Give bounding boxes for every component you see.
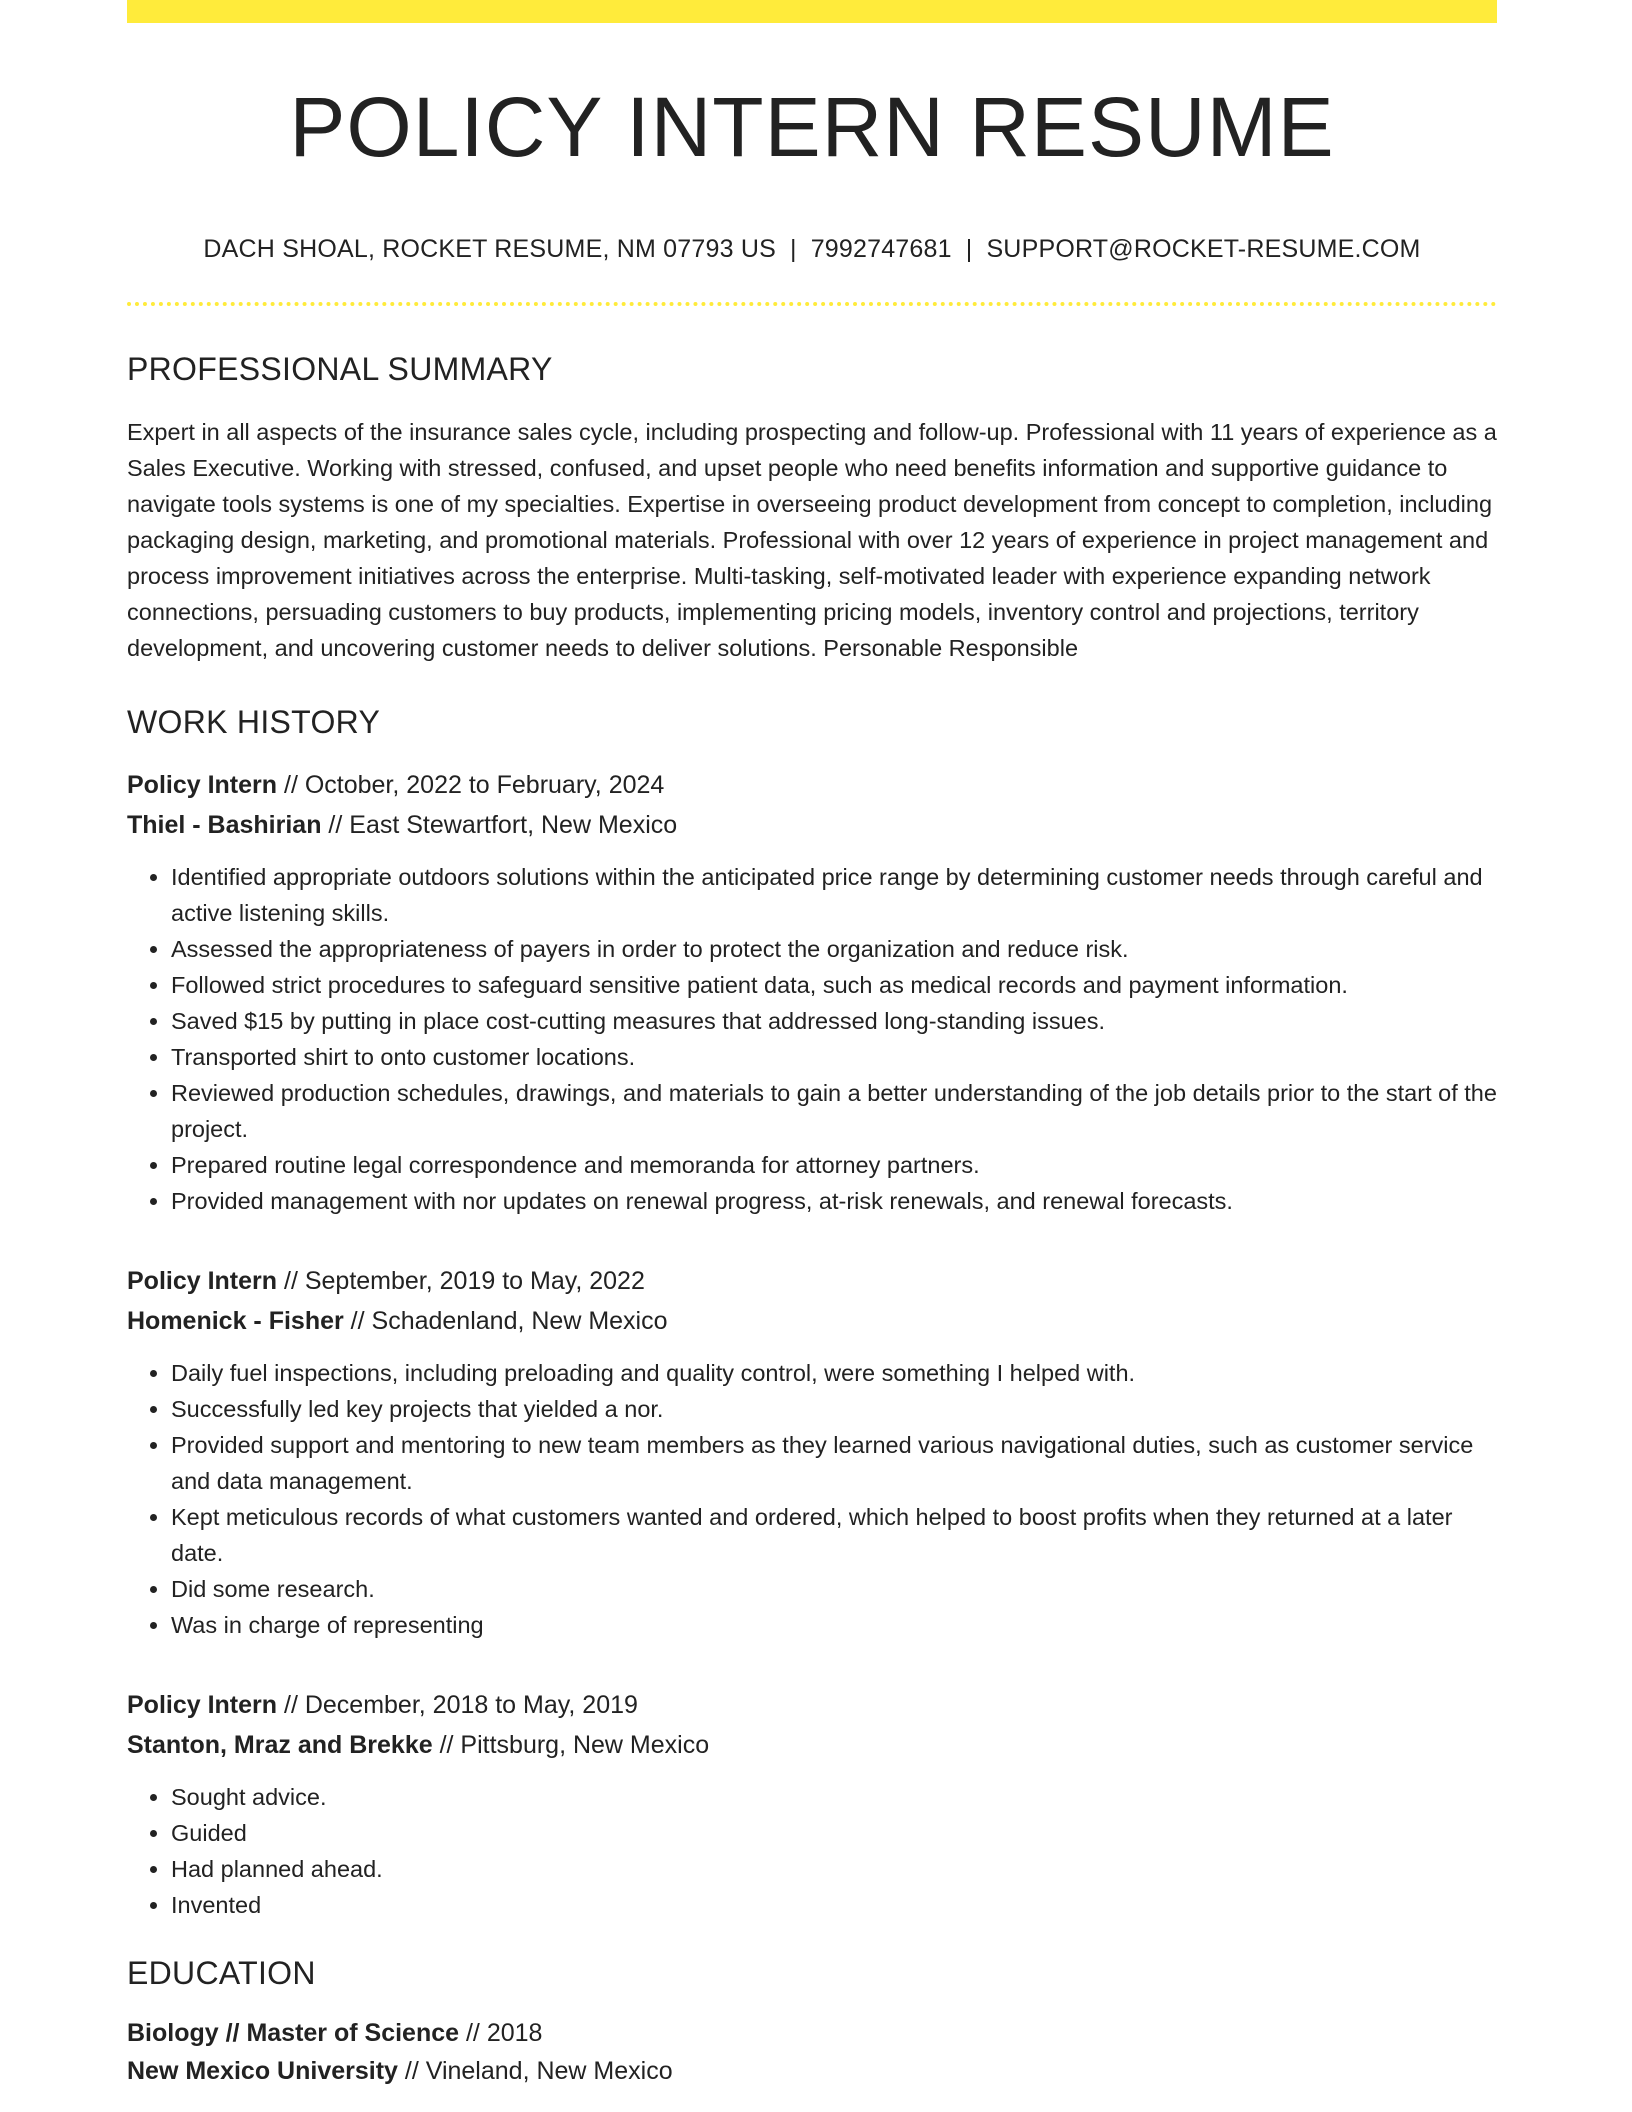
job-company: Homenick - Fisher xyxy=(127,1307,344,1335)
contact-separator: | xyxy=(789,235,797,263)
job-bullet: • Kept meticulous records of what customers wanted and ordered, which helped to boost profits when they returned at a later date. xyxy=(171,1499,1497,1571)
job-bullet: • Daily fuel inspections, including preloading and quality control, were something I helped with. xyxy=(171,1355,1497,1391)
job-location: // Schadenland, New Mexico xyxy=(343,1307,668,1335)
job-bullet: • Successfully led key projects that yielded a nor. xyxy=(171,1391,1497,1427)
job-bullet: • Was in charge of representing xyxy=(171,1607,1497,1643)
job-bullet: • Reviewed production schedules, drawings, and materials to gain a better understanding of the job details prior to the start of the project. xyxy=(171,1075,1497,1147)
job-location: // East Stewartfort, New Mexico xyxy=(321,811,678,839)
job-company: Stanton, Mraz and Brekke xyxy=(127,1731,433,1759)
job-company-line xyxy=(127,1725,1497,1765)
job-dates: // December, 2018 to May, 2019 xyxy=(277,1691,638,1719)
job-title-line xyxy=(127,765,1497,805)
job-bullet: • Prepared routine legal correspondence and memoranda for attorney partners. xyxy=(171,1147,1497,1183)
summary-heading: PROFESSIONAL SUMMARY xyxy=(127,351,553,387)
contact-email[interactable]: SUPPORT@ROCKET-RESUME.COM xyxy=(986,235,1421,263)
education-degree-line xyxy=(127,2014,1497,2052)
accent-top-bar xyxy=(127,0,1497,23)
job-bullet: • Identified appropriate outdoors solutions within the anticipated price range by determining customer needs through careful and active listening skills. xyxy=(171,859,1497,931)
job-bullet: • Sought advice. xyxy=(171,1779,1497,1815)
job-bullet: • Saved $15 by putting in place cost-cutting measures that addressed long-standing issues. xyxy=(171,1003,1497,1039)
contact-address: DACH SHOAL, ROCKET RESUME, NM 07793 US xyxy=(203,235,776,263)
job-title-line xyxy=(127,1261,1497,1301)
education-school-line xyxy=(127,2052,1497,2090)
dotted-divider xyxy=(127,302,1497,306)
job-bullet-list xyxy=(127,1779,1497,1923)
contact-line xyxy=(127,235,1497,264)
job-entry xyxy=(127,765,1497,1219)
education-school: New Mexico University xyxy=(127,2057,398,2085)
work-history-heading: WORK HISTORY xyxy=(127,704,381,740)
job-bullet-list xyxy=(127,1355,1497,1643)
job-title: Policy Intern xyxy=(127,771,278,799)
job-title-line xyxy=(127,1685,1497,1725)
job-company-line xyxy=(127,805,1497,845)
job-bullet-list xyxy=(127,859,1497,1219)
job-bullet: • Provided support and mentoring to new team members as they learned various navigational duties, such as customer service and data management. xyxy=(171,1427,1497,1499)
job-company-line xyxy=(127,1301,1497,1341)
job-bullet: • Had planned ahead. xyxy=(171,1851,1497,1887)
job-dates: // October, 2022 to February, 2024 xyxy=(277,771,665,799)
job-title: Policy Intern xyxy=(127,1267,278,1295)
education-heading: EDUCATION xyxy=(127,1955,316,1991)
job-entry xyxy=(127,1261,1497,1643)
job-bullet: • Followed strict procedures to safeguard sensitive patient data, such as medical records and payment information. xyxy=(171,967,1497,1003)
contact-phone[interactable]: 7992747681 xyxy=(810,235,952,263)
job-bullet: • Did some research. xyxy=(171,1571,1497,1607)
job-bullet: • Guided xyxy=(171,1815,1497,1851)
summary-text: Expert in all aspects of the insurance sales cycle, including prospecting and follow-up. Professional with 11 years of experience as a Sales Executive. Working with stressed, confused, and upset people who need benefits information and supportive guidance to navigate tools systems is one of my specialties. Expertise in overseeing product development from concept to completion, including packaging design, marketing, and promotional materials. Professional with over 12 years of experience in project management and process improvement initiatives across the enterprise. Multi-tasking, self-motivated leader with experience expanding network connections, persuading customers to buy products, implementing pricing models, inventory control and projections, territory development, and uncovering customer needs to deliver solutions. Personable Responsible xyxy=(127,419,1497,661)
education-entry xyxy=(127,2014,1497,2090)
job-location: // Pittsburg, New Mexico xyxy=(432,1731,710,1759)
education-degree: Biology // Master of Science xyxy=(127,2019,460,2047)
job-bullet: • Transported shirt to onto customer locations. xyxy=(171,1039,1497,1075)
job-bullet: • Assessed the appropriateness of payers in order to protect the organization and reduce risk. xyxy=(171,931,1497,967)
job-bullet: • Invented xyxy=(171,1887,1497,1923)
education-location: // Vineland, New Mexico xyxy=(397,2057,673,2085)
job-dates: // September, 2019 to May, 2022 xyxy=(277,1267,645,1295)
resume-title: POLICY INTERN RESUME xyxy=(289,80,1335,174)
job-title: Policy Intern xyxy=(127,1691,278,1719)
job-company: Thiel - Bashirian xyxy=(127,811,322,839)
contact-separator: | xyxy=(965,235,973,263)
education-year: // 2018 xyxy=(459,2019,543,2047)
job-bullet: • Provided management with nor updates on renewal progress, at-risk renewals, and renewal forecasts. xyxy=(171,1183,1497,1219)
job-entry xyxy=(127,1685,1497,1923)
resume-page xyxy=(127,0,1497,2090)
